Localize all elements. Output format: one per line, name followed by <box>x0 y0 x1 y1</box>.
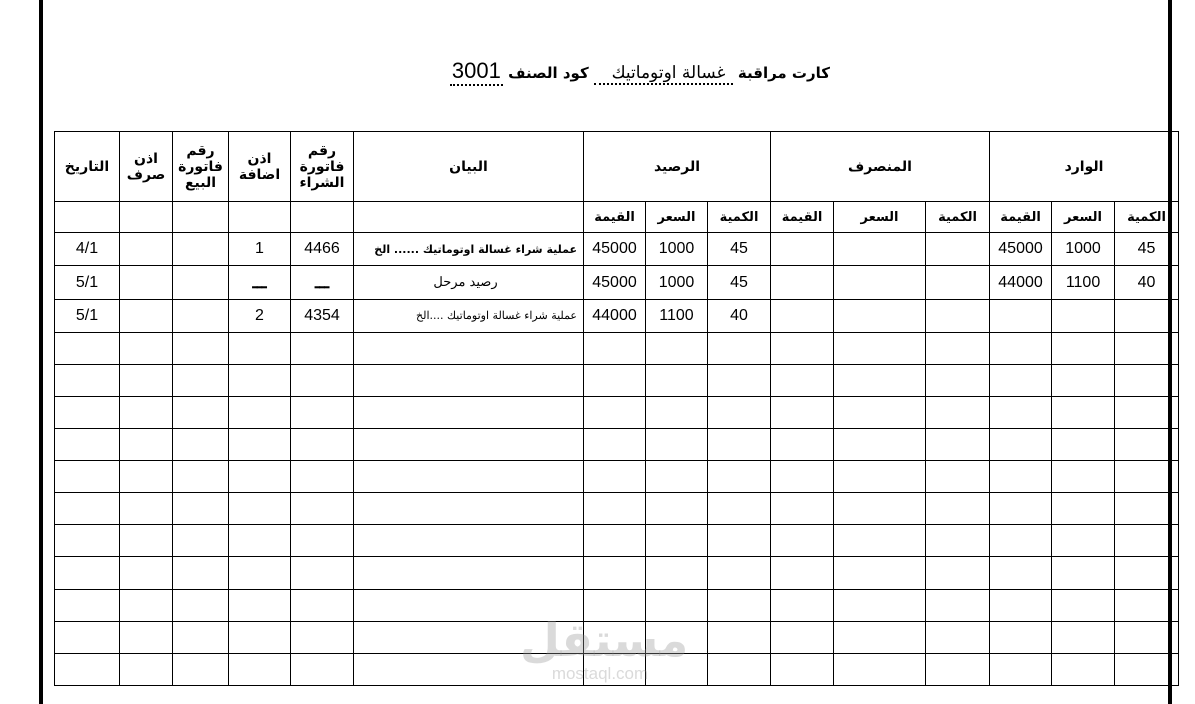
in-value: 45000 <box>990 233 1052 266</box>
bal-qty: 45 <box>708 266 771 299</box>
empty-row <box>55 461 1179 493</box>
description: عملية شراء غسالة اوتوماتيك ....الخ <box>354 299 584 332</box>
purchase-invoice: ـــ <box>291 266 354 299</box>
issue-permit <box>120 266 173 299</box>
sale-invoice <box>173 233 229 266</box>
in-price: 1100 <box>1052 266 1115 299</box>
subheader-row <box>55 202 1179 233</box>
sub-empty <box>55 202 120 233</box>
header-wared: الوارد <box>990 132 1179 202</box>
item-code <box>450 58 503 86</box>
empty-row <box>55 364 1179 396</box>
empty-row <box>55 557 1179 589</box>
header-raseed: الرصيد <box>584 132 771 202</box>
sub-out-value: القيمة <box>771 202 834 233</box>
title-label: كارت مراقبة <box>737 64 830 82</box>
sub-in-price: السعر <box>1052 202 1115 233</box>
out-qty <box>926 266 990 299</box>
table-row <box>55 299 1179 332</box>
issue-permit <box>120 299 173 332</box>
out-value <box>771 299 834 332</box>
bal-qty: 40 <box>708 299 771 332</box>
sub-in-value: القيمة <box>990 202 1052 233</box>
out-price <box>834 233 926 266</box>
sub-empty <box>291 202 354 233</box>
in-price: 1000 <box>1052 233 1115 266</box>
header-bayan: البيان <box>354 132 584 202</box>
product-name <box>594 63 733 85</box>
empty-row <box>55 621 1179 653</box>
table-row <box>55 266 1179 299</box>
in-qty: 45 <box>1115 233 1179 266</box>
description: عملية شراء غسالة اوتوماتيك ...... الخ <box>354 233 584 266</box>
header-issue-permit: اذن صرف <box>120 132 173 202</box>
empty-row <box>55 429 1179 461</box>
sale-invoice <box>173 266 229 299</box>
item-code-text: 3001 <box>451 58 501 83</box>
code-label: كود الصنف <box>508 64 589 82</box>
sub-out-qty: الكمية <box>926 202 990 233</box>
out-price <box>834 266 926 299</box>
addition-permit: 1 <box>229 233 291 266</box>
in-value <box>990 299 1052 332</box>
addition-permit: ـــ <box>229 266 291 299</box>
in-qty <box>1115 299 1179 332</box>
bal-price: 1000 <box>646 266 708 299</box>
header-purchase-invoice: رقم فاتورة الشراء <box>291 132 354 202</box>
watermark-main-text: مستقل <box>520 613 689 667</box>
sub-empty <box>354 202 584 233</box>
purchase-invoice: 4354 <box>291 299 354 332</box>
sub-empty <box>229 202 291 233</box>
out-qty <box>926 299 990 332</box>
document-title <box>380 58 830 98</box>
empty-row <box>55 525 1179 557</box>
out-qty <box>926 233 990 266</box>
empty-row <box>55 396 1179 428</box>
empty-row <box>55 589 1179 621</box>
header-row <box>55 132 1179 202</box>
in-price <box>1052 299 1115 332</box>
bal-price: 1100 <box>646 299 708 332</box>
header-sale-invoice: رقم فاتورة البيع <box>173 132 229 202</box>
header-date: التاريخ <box>55 132 120 202</box>
sub-out-price: السعر <box>834 202 926 233</box>
ledger-table <box>54 131 1179 686</box>
watermark-url-text: mostaql.com <box>551 664 649 683</box>
description: رصيد مرحل <box>354 266 584 299</box>
sub-empty <box>173 202 229 233</box>
bal-qty: 45 <box>708 233 771 266</box>
bal-value: 44000 <box>584 299 646 332</box>
sub-bal-value: القيمة <box>584 202 646 233</box>
date: 4/1 <box>55 233 120 266</box>
out-value <box>771 233 834 266</box>
sale-invoice <box>173 299 229 332</box>
sub-in-qty: الكمية <box>1115 202 1179 233</box>
date: 5/1 <box>55 266 120 299</box>
issue-permit <box>120 233 173 266</box>
page-border-left <box>39 0 43 704</box>
empty-row <box>55 493 1179 525</box>
table-row <box>55 233 1179 266</box>
in-qty: 40 <box>1115 266 1179 299</box>
sub-bal-price: السعر <box>646 202 708 233</box>
empty-row <box>55 332 1179 364</box>
in-value: 44000 <box>990 266 1052 299</box>
sub-bal-qty: الكمية <box>708 202 771 233</box>
out-value <box>771 266 834 299</box>
bal-value: 45000 <box>584 266 646 299</box>
empty-row <box>55 653 1179 685</box>
addition-permit: 2 <box>229 299 291 332</box>
purchase-invoice: 4466 <box>291 233 354 266</box>
product-name-text: غسالة اوتوماتيك <box>611 63 726 83</box>
bal-price: 1000 <box>646 233 708 266</box>
header-monsaref: المنصرف <box>771 132 990 202</box>
out-price <box>834 299 926 332</box>
sub-empty <box>120 202 173 233</box>
date: 5/1 <box>55 299 120 332</box>
bal-value: 45000 <box>584 233 646 266</box>
header-addition-permit: اذن اضافة <box>229 132 291 202</box>
